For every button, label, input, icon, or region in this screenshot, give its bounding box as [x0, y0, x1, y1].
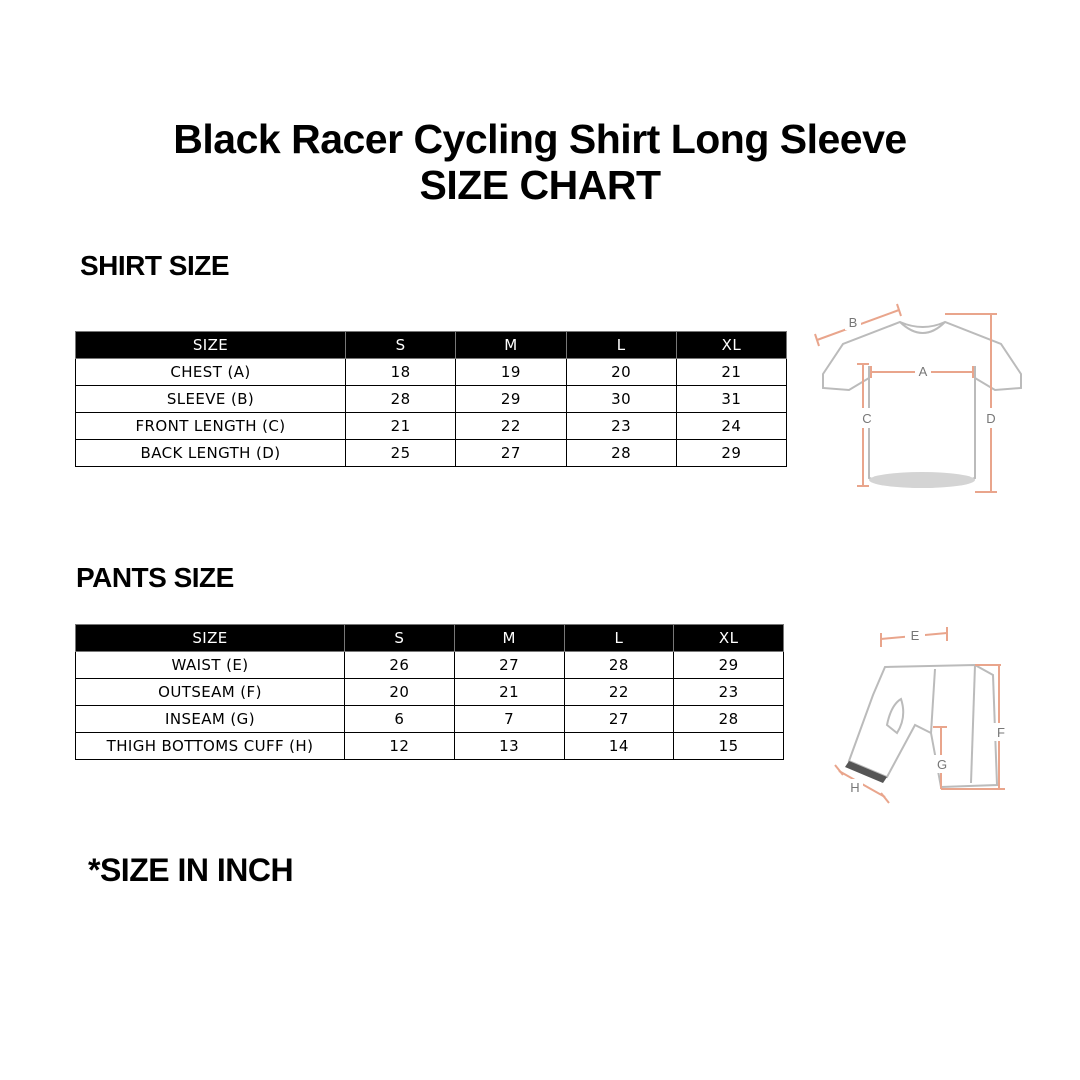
size-value-cell: 27: [564, 706, 674, 733]
size-value-cell: 31: [676, 386, 786, 413]
size-value-cell: 25: [346, 440, 456, 467]
size-value-cell: 26: [345, 652, 455, 679]
size-value-cell: 19: [456, 359, 566, 386]
column-header: L: [564, 625, 674, 652]
label-c: C: [862, 411, 872, 426]
size-value-cell: 22: [564, 679, 674, 706]
column-header: M: [456, 332, 566, 359]
column-header: S: [345, 625, 455, 652]
size-value-cell: 28: [566, 440, 676, 467]
size-value-cell: 29: [456, 386, 566, 413]
label-b: B: [848, 315, 858, 330]
pants-diagram: [825, 615, 1040, 815]
size-value-cell: 6: [345, 706, 455, 733]
size-unit-note: *SIZE IN INCH: [88, 852, 294, 888]
shirt-diagram: [805, 300, 1040, 510]
size-value-cell: 30: [566, 386, 676, 413]
size-value-cell: 20: [345, 679, 455, 706]
shirt-size-table: [75, 331, 787, 467]
size-value-cell: 24: [676, 413, 786, 440]
pants-size-table: [75, 624, 784, 760]
size-value-cell: 23: [566, 413, 676, 440]
table-row: [76, 386, 787, 413]
measurement-name-cell: FRONT LENGTH (C): [76, 413, 346, 440]
chart-title-product: Black Racer Cycling Shirt Long Sleeve: [173, 116, 907, 162]
measurement-name-cell: CHEST (A): [76, 359, 346, 386]
size-value-cell: 28: [564, 652, 674, 679]
table-row: [76, 413, 787, 440]
column-header: L: [566, 332, 676, 359]
column-header: XL: [674, 625, 784, 652]
label-f: F: [997, 725, 1005, 740]
measurement-name-cell: INSEAM (G): [76, 706, 345, 733]
table-row: [76, 359, 787, 386]
label-a: A: [918, 364, 928, 379]
shirt-size-heading: SHIRT SIZE: [80, 250, 230, 281]
size-value-cell: 28: [346, 386, 456, 413]
chart-title: [0, 116, 1080, 208]
size-value-cell: 18: [346, 359, 456, 386]
measurement-name-cell: THIGH BOTTOMS CUFF (H): [76, 733, 345, 760]
size-value-cell: 22: [456, 413, 566, 440]
size-value-cell: 21: [676, 359, 786, 386]
column-header: XL: [676, 332, 786, 359]
pants-measure-lines: [835, 627, 1005, 803]
size-value-cell: 21: [454, 679, 564, 706]
size-value-cell: 7: [454, 706, 564, 733]
size-value-cell: 20: [566, 359, 676, 386]
size-value-cell: 14: [564, 733, 674, 760]
size-value-cell: 23: [674, 679, 784, 706]
measurement-name-cell: WAIST (E): [76, 652, 345, 679]
size-value-cell: 15: [674, 733, 784, 760]
size-value-cell: 13: [454, 733, 564, 760]
measurement-name-cell: SLEEVE (B): [76, 386, 346, 413]
shirt-hem-band: [869, 472, 975, 488]
measurement-name-cell: BACK LENGTH (D): [76, 440, 346, 467]
column-header: S: [346, 332, 456, 359]
size-value-cell: 27: [456, 440, 566, 467]
column-header: M: [454, 625, 564, 652]
label-e: E: [910, 628, 920, 643]
measurement-name-cell: OUTSEAM (F): [76, 679, 345, 706]
size-value-cell: 21: [346, 413, 456, 440]
size-value-cell: 12: [345, 733, 455, 760]
table-row: [76, 733, 784, 760]
label-d: D: [986, 411, 996, 426]
column-header: SIZE: [76, 332, 346, 359]
table-row: [76, 679, 784, 706]
column-header: SIZE: [76, 625, 345, 652]
label-g: G: [936, 757, 948, 772]
label-h: H: [850, 780, 860, 795]
size-value-cell: 29: [676, 440, 786, 467]
table-header-row: [76, 625, 784, 652]
size-value-cell: 27: [454, 652, 564, 679]
pants-size-heading: PANTS SIZE: [76, 562, 234, 593]
size-value-cell: 28: [674, 706, 784, 733]
table-row: [76, 652, 784, 679]
table-row: [76, 706, 784, 733]
size-value-cell: 29: [674, 652, 784, 679]
table-header-row: [76, 332, 787, 359]
table-row: [76, 440, 787, 467]
pants-outline: [849, 665, 997, 787]
chart-title-subtitle: SIZE CHART: [419, 162, 661, 208]
